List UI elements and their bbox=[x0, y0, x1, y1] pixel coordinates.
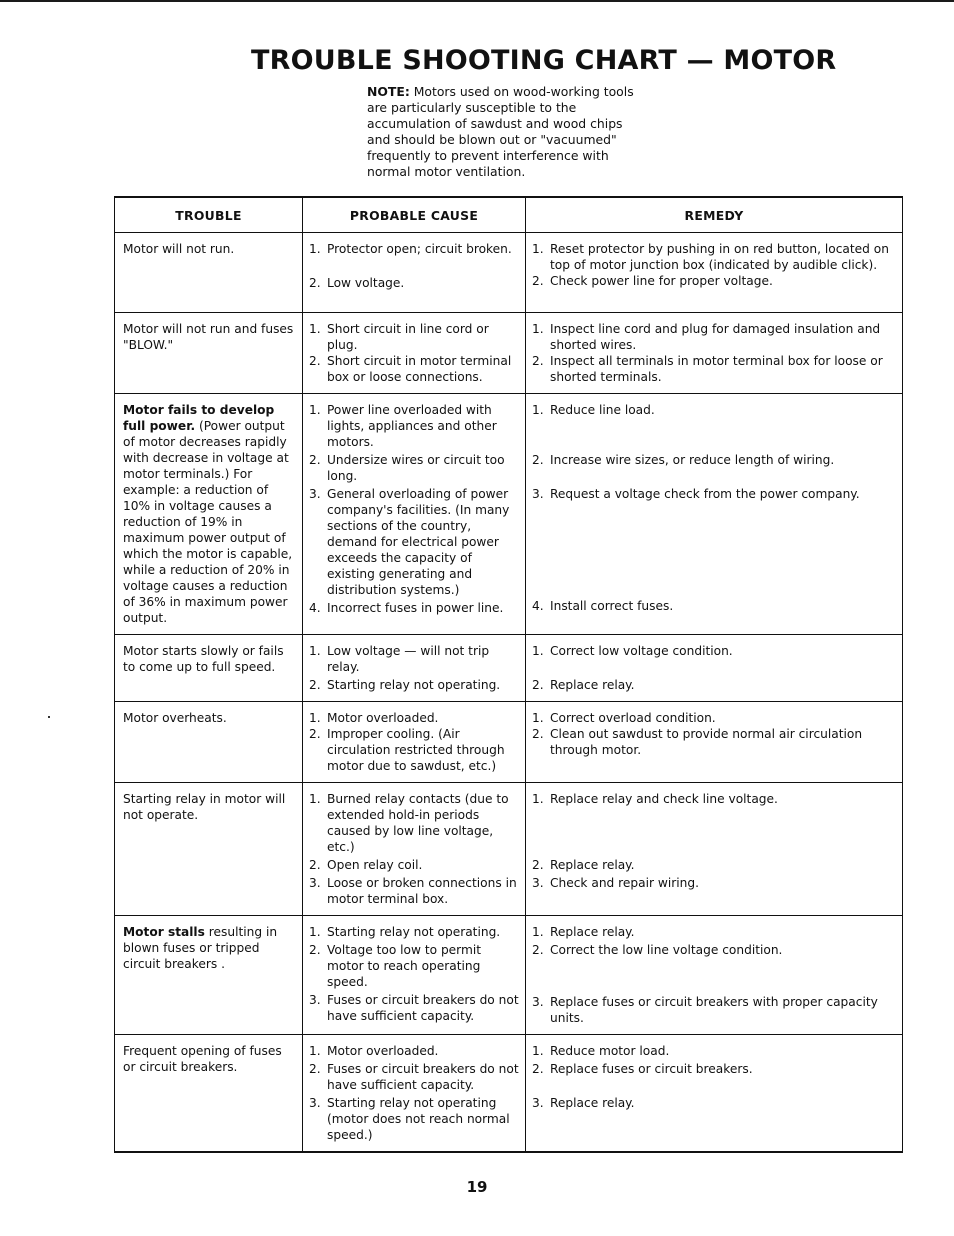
cause-number: 2. bbox=[309, 276, 321, 290]
cause-cell bbox=[303, 916, 526, 1035]
cause-cell bbox=[303, 702, 526, 783]
remedy-cell bbox=[526, 635, 903, 702]
trouble-cell bbox=[115, 1035, 303, 1153]
remedy-cell bbox=[526, 916, 903, 1035]
remedy-number: 1. bbox=[532, 644, 544, 658]
cause-number: 2. bbox=[309, 453, 321, 467]
cause-item bbox=[309, 241, 519, 257]
cause-item bbox=[309, 1095, 519, 1143]
remedy-item bbox=[532, 241, 894, 273]
cause-cell bbox=[303, 783, 526, 916]
table-row bbox=[115, 1035, 903, 1153]
remedy-number: 3. bbox=[532, 487, 544, 501]
table-row bbox=[115, 783, 903, 916]
trouble-lead: Motor fails to develop full power. bbox=[123, 403, 275, 433]
remedy-text: Install correct fuses. bbox=[550, 599, 674, 613]
cause-item bbox=[309, 1061, 519, 1093]
cause-number: 1. bbox=[309, 711, 321, 725]
remedy-text: Clean out sawdust to provide normal air circulation through motor. bbox=[550, 727, 863, 757]
remedy-text: Correct overload condition. bbox=[550, 711, 716, 725]
cause-cell bbox=[303, 394, 526, 635]
cause-item bbox=[309, 486, 519, 598]
trouble-text: Motor starts slowly or fails to come up to full speed. bbox=[123, 644, 284, 674]
cause-number: 3. bbox=[309, 487, 321, 501]
cause-item bbox=[309, 992, 519, 1024]
cause-number: 1. bbox=[309, 1044, 321, 1058]
remedy-text: Replace relay and check line voltage. bbox=[550, 792, 778, 806]
cause-text: Loose or broken connections in motor terminal box. bbox=[327, 876, 517, 906]
cause-item bbox=[309, 452, 519, 484]
remedy-item bbox=[532, 452, 894, 468]
cause-number: 1. bbox=[309, 322, 321, 336]
remedy-item bbox=[532, 942, 894, 958]
trouble-cell bbox=[115, 233, 303, 313]
remedy-number: 2. bbox=[532, 354, 544, 368]
cause-text: Incorrect fuses in power line. bbox=[327, 601, 504, 615]
table-row bbox=[115, 635, 903, 702]
cause-text: Motor overloaded. bbox=[327, 711, 439, 725]
remedy-number: 2. bbox=[532, 453, 544, 467]
trouble-cell bbox=[115, 394, 303, 635]
stray-mark bbox=[48, 716, 50, 718]
cause-text: Starting relay not operating. bbox=[327, 925, 501, 939]
remedy-number: 3. bbox=[532, 1096, 544, 1110]
remedy-text: Replace relay. bbox=[550, 858, 635, 872]
troubleshooting-table bbox=[114, 196, 903, 1153]
remedy-number: 4. bbox=[532, 599, 544, 613]
cause-text: Low voltage — will not trip relay. bbox=[327, 644, 490, 674]
remedy-text: Replace relay. bbox=[550, 678, 635, 692]
remedy-text: Increase wire sizes, or reduce length of wiring. bbox=[550, 453, 835, 467]
remedy-text: Replace relay. bbox=[550, 1096, 635, 1110]
remedy-cell bbox=[526, 233, 903, 313]
remedy-text: Reset protector by pushing in on red button, located on top of motor junction box (indicated by audible click). bbox=[550, 242, 889, 272]
cause-text: Short circuit in line cord or plug. bbox=[327, 322, 489, 352]
remedy-item bbox=[532, 924, 894, 940]
header-remedy: REMEDY bbox=[526, 197, 903, 233]
table-body bbox=[115, 233, 903, 1153]
remedy-cell bbox=[526, 394, 903, 635]
remedy-text: Inspect all terminals in motor terminal box for loose or shorted terminals. bbox=[550, 354, 883, 384]
trouble-cell bbox=[115, 783, 303, 916]
trouble-cell bbox=[115, 313, 303, 394]
remedy-item bbox=[532, 321, 894, 353]
cause-item bbox=[309, 857, 519, 873]
remedy-item bbox=[532, 875, 894, 891]
remedy-text: Reduce line load. bbox=[550, 403, 655, 417]
cause-cell bbox=[303, 233, 526, 313]
cause-cell bbox=[303, 313, 526, 394]
remedy-item bbox=[532, 726, 894, 758]
trouble-text: Motor will not run and fuses "BLOW." bbox=[123, 322, 294, 352]
cause-number: 1. bbox=[309, 403, 321, 417]
cause-item bbox=[309, 710, 519, 726]
remedy-item bbox=[532, 1095, 894, 1111]
remedy-text: Reduce motor load. bbox=[550, 1044, 670, 1058]
cause-item bbox=[309, 600, 519, 616]
remedy-item bbox=[532, 791, 894, 807]
remedy-cell bbox=[526, 783, 903, 916]
trouble-text: Starting relay in motor will not operate. bbox=[123, 792, 286, 822]
cause-text: Starting relay not operating (motor does not reach normal speed.) bbox=[327, 1096, 510, 1142]
header-trouble: TROUBLE bbox=[115, 197, 303, 233]
trouble-text: Frequent opening of fuses or circuit breakers. bbox=[123, 1044, 282, 1074]
trouble-text: resulting in blown fuses or tripped circuit breakers . bbox=[123, 925, 278, 971]
cause-number: 3. bbox=[309, 993, 321, 1007]
remedy-item bbox=[532, 643, 894, 659]
remedy-item bbox=[532, 273, 894, 289]
remedy-number: 2. bbox=[532, 1062, 544, 1076]
cause-text: Burned relay contacts (due to extended hold-in periods caused by low line voltage, etc.) bbox=[327, 792, 509, 854]
table-row bbox=[115, 313, 903, 394]
cause-number: 2. bbox=[309, 354, 321, 368]
cause-number: 1. bbox=[309, 644, 321, 658]
table-header-row bbox=[115, 197, 903, 233]
remedy-text: Replace relay. bbox=[550, 925, 635, 939]
remedy-cell bbox=[526, 1035, 903, 1153]
trouble-cell bbox=[115, 635, 303, 702]
remedy-number: 1. bbox=[532, 322, 544, 336]
cause-item bbox=[309, 791, 519, 855]
page-title: TROUBLE SHOOTING CHART — MOTOR bbox=[251, 45, 837, 76]
note-label: NOTE: bbox=[367, 84, 410, 99]
table-row bbox=[115, 702, 903, 783]
remedy-text: Replace fuses or circuit breakers with proper capacity units. bbox=[550, 995, 878, 1025]
cause-number: 3. bbox=[309, 1096, 321, 1110]
cause-text: Low voltage. bbox=[327, 276, 405, 290]
trouble-text: (Power output of motor decreases rapidly with decrease in voltage at motor terminals.) For example: a reduction of 10% in voltage causes a reduction of 19% in maximum power output of which the motor is capable, while a reduction of 20% in voltage causes a reduction of 36% in maximum power output. bbox=[123, 419, 293, 625]
cause-number: 4. bbox=[309, 601, 321, 615]
remedy-item bbox=[532, 1043, 894, 1059]
remedy-number: 2. bbox=[532, 274, 544, 288]
table-row bbox=[115, 233, 903, 313]
remedy-text: Check power line for proper voltage. bbox=[550, 274, 773, 288]
cause-text: Starting relay not operating. bbox=[327, 678, 501, 692]
remedy-number: 1. bbox=[532, 1044, 544, 1058]
cause-item bbox=[309, 924, 519, 940]
ventilation-note bbox=[367, 84, 649, 180]
cause-item bbox=[309, 643, 519, 675]
remedy-number: 1. bbox=[532, 925, 544, 939]
remedy-number: 1. bbox=[532, 711, 544, 725]
cause-cell bbox=[303, 1035, 526, 1153]
cause-number: 1. bbox=[309, 242, 321, 256]
cause-text: Motor overloaded. bbox=[327, 1044, 439, 1058]
cause-text: Protector open; circuit broken. bbox=[327, 242, 512, 256]
header-probable-cause: PROBABLE CAUSE bbox=[303, 197, 526, 233]
cause-item bbox=[309, 275, 519, 291]
remedy-text: Request a voltage check from the power company. bbox=[550, 487, 860, 501]
remedy-text: Correct the low line voltage condition. bbox=[550, 943, 783, 957]
cause-number: 2. bbox=[309, 943, 321, 957]
trouble-text: Motor overheats. bbox=[123, 711, 227, 725]
remedy-item bbox=[532, 402, 894, 418]
cause-item bbox=[309, 321, 519, 353]
cause-text: Fuses or circuit breakers do not have sufficient capacity. bbox=[327, 1062, 519, 1092]
cause-item bbox=[309, 353, 519, 385]
cause-text: General overloading of power company's facilities. (In many sections of the country, demand for electrical power exceeds the capacity of existing generating and distribution systems.) bbox=[327, 487, 510, 597]
cause-cell bbox=[303, 635, 526, 702]
cause-text: Open relay coil. bbox=[327, 858, 423, 872]
remedy-item bbox=[532, 598, 894, 614]
table-row bbox=[115, 916, 903, 1035]
remedy-number: 2. bbox=[532, 678, 544, 692]
remedy-cell bbox=[526, 313, 903, 394]
remedy-text: Check and repair wiring. bbox=[550, 876, 699, 890]
remedy-item bbox=[532, 710, 894, 726]
remedy-item bbox=[532, 1061, 894, 1077]
cause-text: Improper cooling. (Air circulation restricted through motor due to sawdust, etc.) bbox=[327, 727, 505, 773]
cause-number: 1. bbox=[309, 792, 321, 806]
cause-number: 2. bbox=[309, 727, 321, 741]
note-text: Motors used on wood-working tools are particularly susceptible to the accumulation of sawdust and wood chips and should be blown out or "vacuumed" frequently to prevent interference with normal motor ventilation. bbox=[367, 84, 634, 179]
table-row bbox=[115, 394, 903, 635]
trouble-lead: Motor stalls bbox=[123, 925, 205, 939]
cause-text: Short circuit in motor terminal box or loose connections. bbox=[327, 354, 512, 384]
top-border-rule bbox=[0, 0, 954, 2]
remedy-item bbox=[532, 353, 894, 385]
remedy-number: 1. bbox=[532, 242, 544, 256]
cause-item bbox=[309, 1043, 519, 1059]
page-number: 19 bbox=[466, 1178, 488, 1196]
remedy-text: Inspect line cord and plug for damaged insulation and shorted wires. bbox=[550, 322, 881, 352]
remedy-cell bbox=[526, 702, 903, 783]
cause-item bbox=[309, 677, 519, 693]
cause-text: Undersize wires or circuit too long. bbox=[327, 453, 505, 483]
remedy-item bbox=[532, 857, 894, 873]
remedy-number: 2. bbox=[532, 727, 544, 741]
cause-item bbox=[309, 942, 519, 990]
remedy-item bbox=[532, 486, 894, 502]
remedy-text: Replace fuses or circuit breakers. bbox=[550, 1062, 753, 1076]
remedy-number: 1. bbox=[532, 403, 544, 417]
remedy-text: Correct low voltage condition. bbox=[550, 644, 733, 658]
cause-item bbox=[309, 875, 519, 907]
remedy-number: 2. bbox=[532, 943, 544, 957]
cause-number: 1. bbox=[309, 925, 321, 939]
cause-text: Voltage too low to permit motor to reach operating speed. bbox=[327, 943, 482, 989]
remedy-item bbox=[532, 677, 894, 693]
cause-number: 2. bbox=[309, 858, 321, 872]
remedy-item bbox=[532, 994, 894, 1026]
cause-number: 2. bbox=[309, 1062, 321, 1076]
trouble-text: Motor will not run. bbox=[123, 242, 235, 256]
remedy-number: 3. bbox=[532, 995, 544, 1009]
remedy-number: 3. bbox=[532, 876, 544, 890]
remedy-number: 1. bbox=[532, 792, 544, 806]
trouble-cell bbox=[115, 702, 303, 783]
trouble-cell bbox=[115, 916, 303, 1035]
cause-number: 3. bbox=[309, 876, 321, 890]
cause-number: 2. bbox=[309, 678, 321, 692]
cause-item bbox=[309, 402, 519, 450]
cause-item bbox=[309, 726, 519, 774]
remedy-number: 2. bbox=[532, 858, 544, 872]
cause-text: Power line overloaded with lights, appliances and other motors. bbox=[327, 403, 497, 449]
cause-text: Fuses or circuit breakers do not have sufficient capacity. bbox=[327, 993, 519, 1023]
